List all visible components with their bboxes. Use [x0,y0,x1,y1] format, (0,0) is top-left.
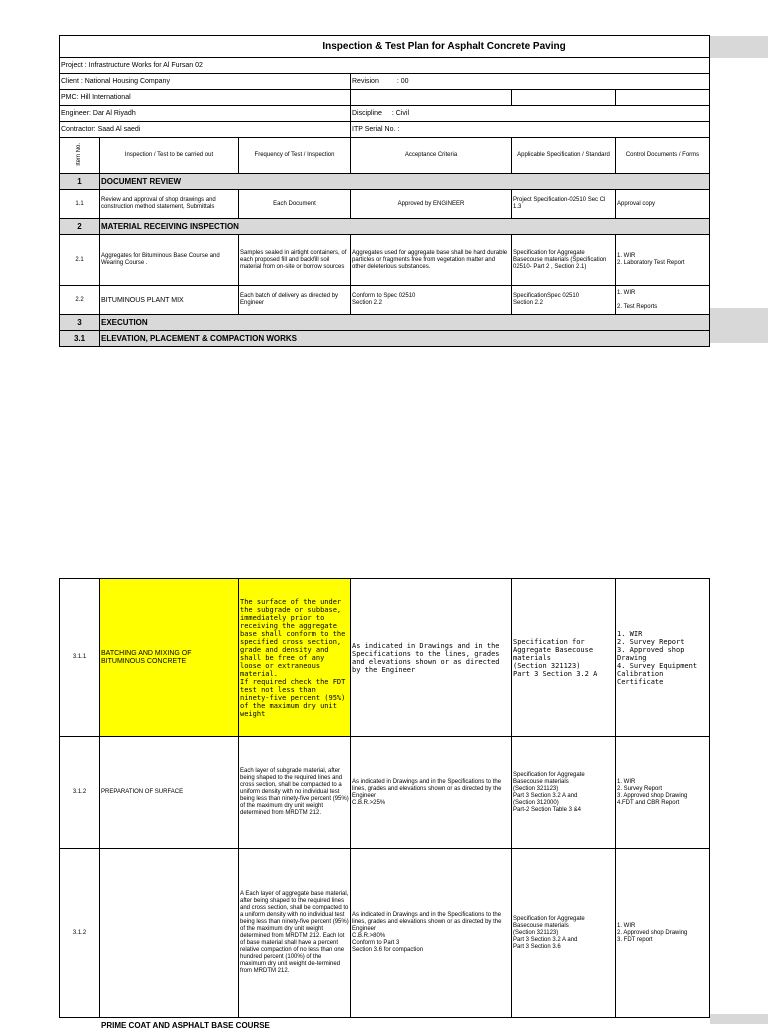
discipline-value: : Civil [391,109,410,117]
revision-label: Revision [352,77,379,85]
itp-header-table [59,35,710,347]
col-frequency: Frequency of Test / Inspection [239,138,351,174]
acceptance-cell: As indicated in Drawings and in the Specifications to the lines, grades and elevations shown or as directed by the Engineer C.B.R.>25% [351,737,512,849]
contractor-field: Contractor: Saad Al saedi [60,122,351,138]
document-title: Inspection & Test Plan for Asphalt Concrete Paving [60,36,710,58]
item-no: 3.1.1 [60,579,100,737]
specification-cell: SpecificationSpec 02510 Section 2.2 [512,286,616,315]
client-field: Client : National Housing Company [60,74,351,90]
col-specification: Applicable Specification / Standard [512,138,616,174]
specification-cell: Specification for Aggregate Basecouse materials (Section 321123) Part 3 Section 3.2 A and (Section 312000) Part-2 Section Table 3 &4 [512,737,616,849]
section-no: 3 [60,315,100,331]
pmc-field: PMC: Hill International [60,90,351,106]
section-title: EXECUTION [100,315,710,331]
acceptance-cell: Aggregates used for aggregate base shall be hard durable particles or fragments free from vegetation matter and other deleterious substances. [351,235,512,286]
revision-value: : 00 [396,77,409,85]
specification-cell: Specification for Aggregate Basecouse materials (Section 321123) Part 3 Section 3.2 A and Part 3 Section 3.6 [512,849,616,1018]
frequency-cell: A Each layer of aggregate base material, after being shaped to the required lines and cross section, shall be compacted to a uniform density with no individual test being less than ninety-five percent (95%) of the maximum dry unit weight determined from MRDTM 212. Each lot of base material shall have a percent relative compaction of no less than one hundred percent (100%) of the maximum dry unit weight de-termined from MRDTM 212. [239,849,351,1018]
item-no: 3.1.2 [60,849,100,1018]
item-no: 2.1 [60,235,100,286]
item-no: 3.1.2 [60,737,100,849]
frequency-cell: Each batch of delivery as directed by Engineer [239,286,351,315]
next-section-row [59,1017,709,1028]
control-cell: 1. WIR 2. Test Reports [616,286,710,315]
specification-cell: Project Specification-02510 Sec Cl 1.3 [512,190,616,219]
acceptance-cell: As indicated in Drawings and in the Specifications to the lines, grades and elevations shown or as directed by the Engineer C.B.R.>80% Conform to Part 3 Section 3.6 for compaction [351,849,512,1018]
inspection-cell: BITUMINOUS PLANT MIX [100,286,239,315]
control-cell: Approval copy [616,190,710,219]
frequency-cell: Each Document [239,190,351,219]
frequency-cell: Samples sealed in airtight containers, of each proposed fill and backfill soil material from on-site or borrow sources [239,235,351,286]
engineer-field: Engineer: Dar Al Riyadh [60,106,351,122]
control-cell: 1. WIR 2. Laboratory Test Report [616,235,710,286]
itp-serial-field: ITP Serial No. : [351,122,710,138]
next-section-title: PRIME COAT AND ASPHALT BASE COURSE [101,1021,270,1030]
specification-cell: Specification for Aggregate Basecouse materials (Section 321123) Part 3 Section 3.2 A [512,579,616,737]
acceptance-cell: Approved by ENGINEER [351,190,512,219]
blank-cell [512,90,616,106]
side-gray-strip-mid [710,308,768,343]
specification-cell: Specification for Aggregate Basecouse materials (Specification 02510- Part 2 , Section 2.1) [512,235,616,286]
discipline-label: Discipline [352,109,382,117]
frequency-cell: Each layer of subgrade material, after being shaped to the required lines and cross section, shall be compacted to a uniform density with no individual test being less than ninety-five percent (95%) of the maximum dry unit weight determined from MRDTM 212. [239,737,351,849]
section-no: 1 [60,174,100,190]
item-no: 1.1 [60,190,100,219]
col-acceptance: Acceptance Criteria [351,138,512,174]
section-no: 2 [60,219,100,235]
control-cell: 1. WIR 2. Approved shop Drawing 3. FDT report [616,849,710,1018]
inspection-cell: PREPARATION OF SURFACE [100,737,239,849]
acceptance-cell: Conform to Spec 02510 Section 2.2 [351,286,512,315]
frequency-cell: The surface of the under the subgrade or subbase, immediately prior to receiving the aggregate base shall conform to the specified cross section, grade and density and shall be free of any loose or extraneous material. If required check the FDT test not less than ninety-five percent (95%) of the maximum dry unit weight [239,579,351,737]
side-gray-strip-bottom [710,1014,768,1024]
itp-continuation-table [59,578,710,1018]
col-inspection: Inspection / Test to be carried out [100,138,239,174]
project-field: Project : Infrastructure Works for Al Fursan 02 [60,58,710,74]
section-no: 3.1 [60,331,100,347]
control-cell: 1. WIR 2. Survey Report 3. Approved shop Drawing 4. Survey Equipment Calibration Certificate [616,579,710,737]
inspection-cell [100,849,239,1018]
acceptance-cell: As indicated in Drawings and in the Specifications to the lines, grades and elevations shown or as directed by the Engineer [351,579,512,737]
side-gray-strip-top [710,36,768,58]
inspection-cell: BATCHING AND MIXING OF BITUMINOUS CONCRETE [100,579,239,737]
section-title: ELEVATION, PLACEMENT & COMPACTION WORKS [100,331,710,347]
section-title: MATERIAL RECEIVING INSPECTION [100,219,710,235]
control-cell: 1. WIR 2. Survey Report 3. Approved shop Drawing 4.FDT and CBR Report [616,737,710,849]
inspection-cell: Review and approval of shop drawings and construction method statement, Submittals [100,190,239,219]
col-control: Control Documents / Forms [616,138,710,174]
item-no: 2.2 [60,286,100,315]
blank-cell [616,90,710,106]
inspection-cell: Aggregates for Bituminous Base Course and Wearing Course . [100,235,239,286]
revision-field [351,74,710,90]
col-item-no: Item No. [60,138,100,174]
blank-cell [351,90,512,106]
discipline-field [351,106,710,122]
section-title: DOCUMENT REVIEW [100,174,710,190]
